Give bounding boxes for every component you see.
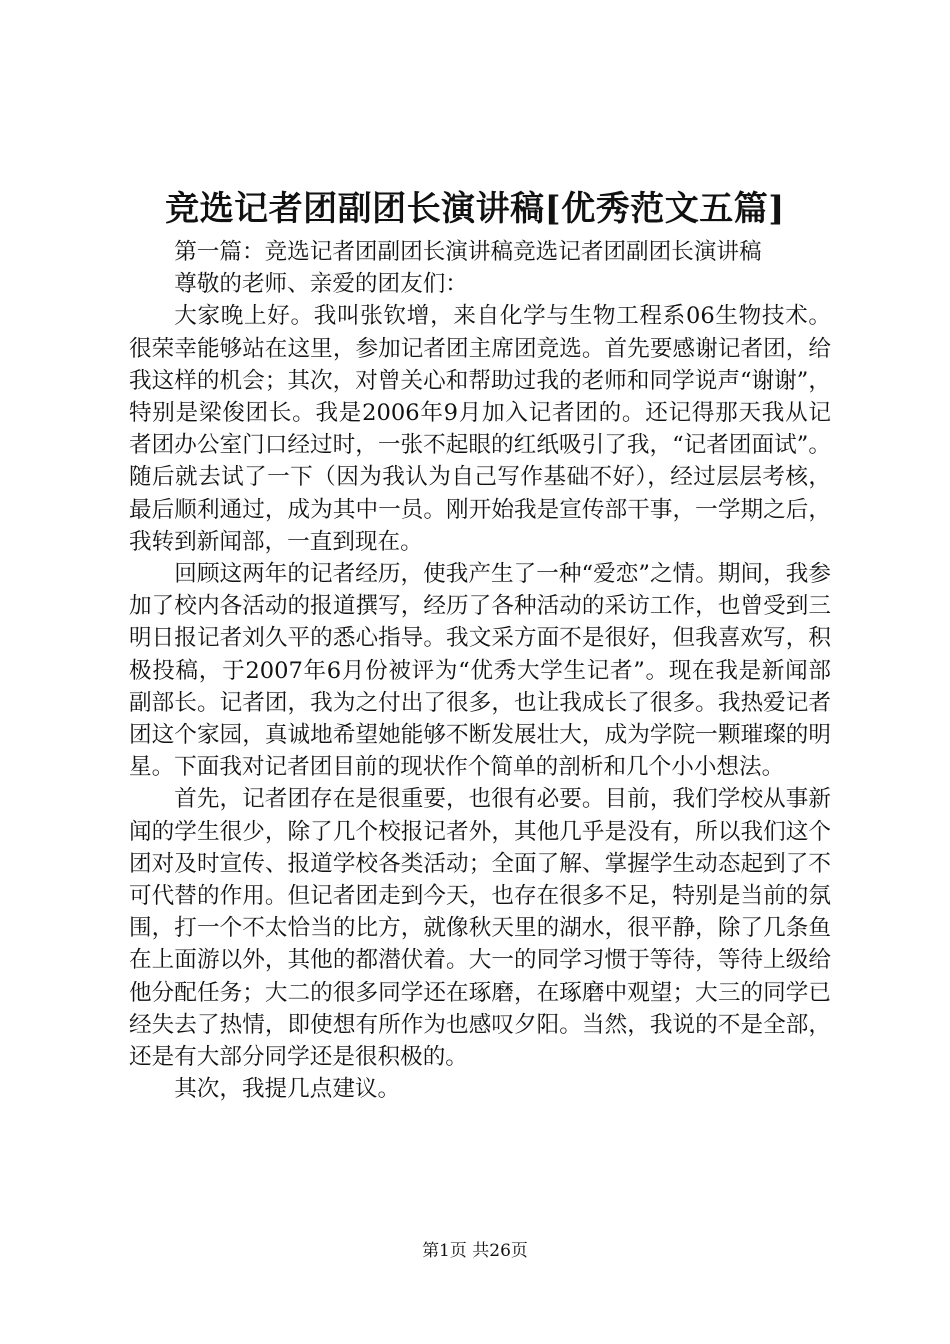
paragraph-heading: 第一篇：竞选记者团副团长演讲稿竞选记者团副团长演讲稿 bbox=[174, 239, 762, 265]
document-body bbox=[129, 236, 831, 1105]
paragraph: 首先，记者团存在是很重要，也很有必要。目前，我们学校从事新闻的学生很少，除了几个校报记者外，其他几乎是没有，所以我们这个团对及时宣传、报道学校各类活动；全面了解、掌握学生动态起到了不可代替的作用。但记者团走到今天，也存在很多不足，特别是当前的氛围，打一个不太恰当的比方，就像秋天里的湖水，很平静，除了几条鱼在上面游以外，其他的都潜伏着。大一的同学习惯于等待，等待上级给他分配任务；大二的很多同学还在琢磨，在琢磨中观望；大三的同学已经失去了热情，即使想有所作为也感叹夕阳。当然，我说的不是全部，还是有大部分同学还是很积极的。 bbox=[129, 786, 831, 1071]
paragraph: 回顾这两年的记者经历，使我产生了一种“爱恋”之情。期间，我参加了校内各活动的报道撰写，经历了各种活动的采访工作，也曾受到三明日报记者刘久平的悉心指导。我文采方面不是很好，但我喜欢写，积极投稿，于2007年6月份被评为“优秀大学生记者”。现在我是新闻部副部长。记者团，我为之付出了很多，也让我成长了很多。我热爱记者团这个家园，真诚地希望她能够不断发展壮大，成为学院一颗璀璨的明星。下面我对记者团目前的现状作个简单的剖析和几个小小想法。 bbox=[129, 561, 831, 781]
document-title: 竞选记者团副团长演讲稿[优秀范文五篇] bbox=[165, 189, 785, 229]
paragraph-salutation: 尊敬的老师、亲爱的团友们： bbox=[174, 271, 468, 298]
paragraph: 其次，我提几点建议。 bbox=[174, 1076, 401, 1103]
page-number-footer: 第1页 共26页 bbox=[422, 1241, 528, 1261]
paragraph: 大家晚上好。我叫张钦增，来自化学与生物工程系06生物技术。很荣幸能够站在这里，参加记者团主席团竞选。首先要感谢记者团，给我这样的机会；其次，对曾关心和帮助过我的老师和同学说声“谢谢”，特别是梁俊团长。我是2006年9月加入记者团的。还记得那天我从记者团办公室门口经过时，一张不起眼的红纸吸引了我，“记者团面试”。随后就去试了一下（因为我认为自己写作基础不好），经过层层考核，最后顺利通过，成为其中一员。刚开始我是宣传部干事，一学期之后，我转到新闻部，一直到现在。 bbox=[129, 303, 831, 555]
